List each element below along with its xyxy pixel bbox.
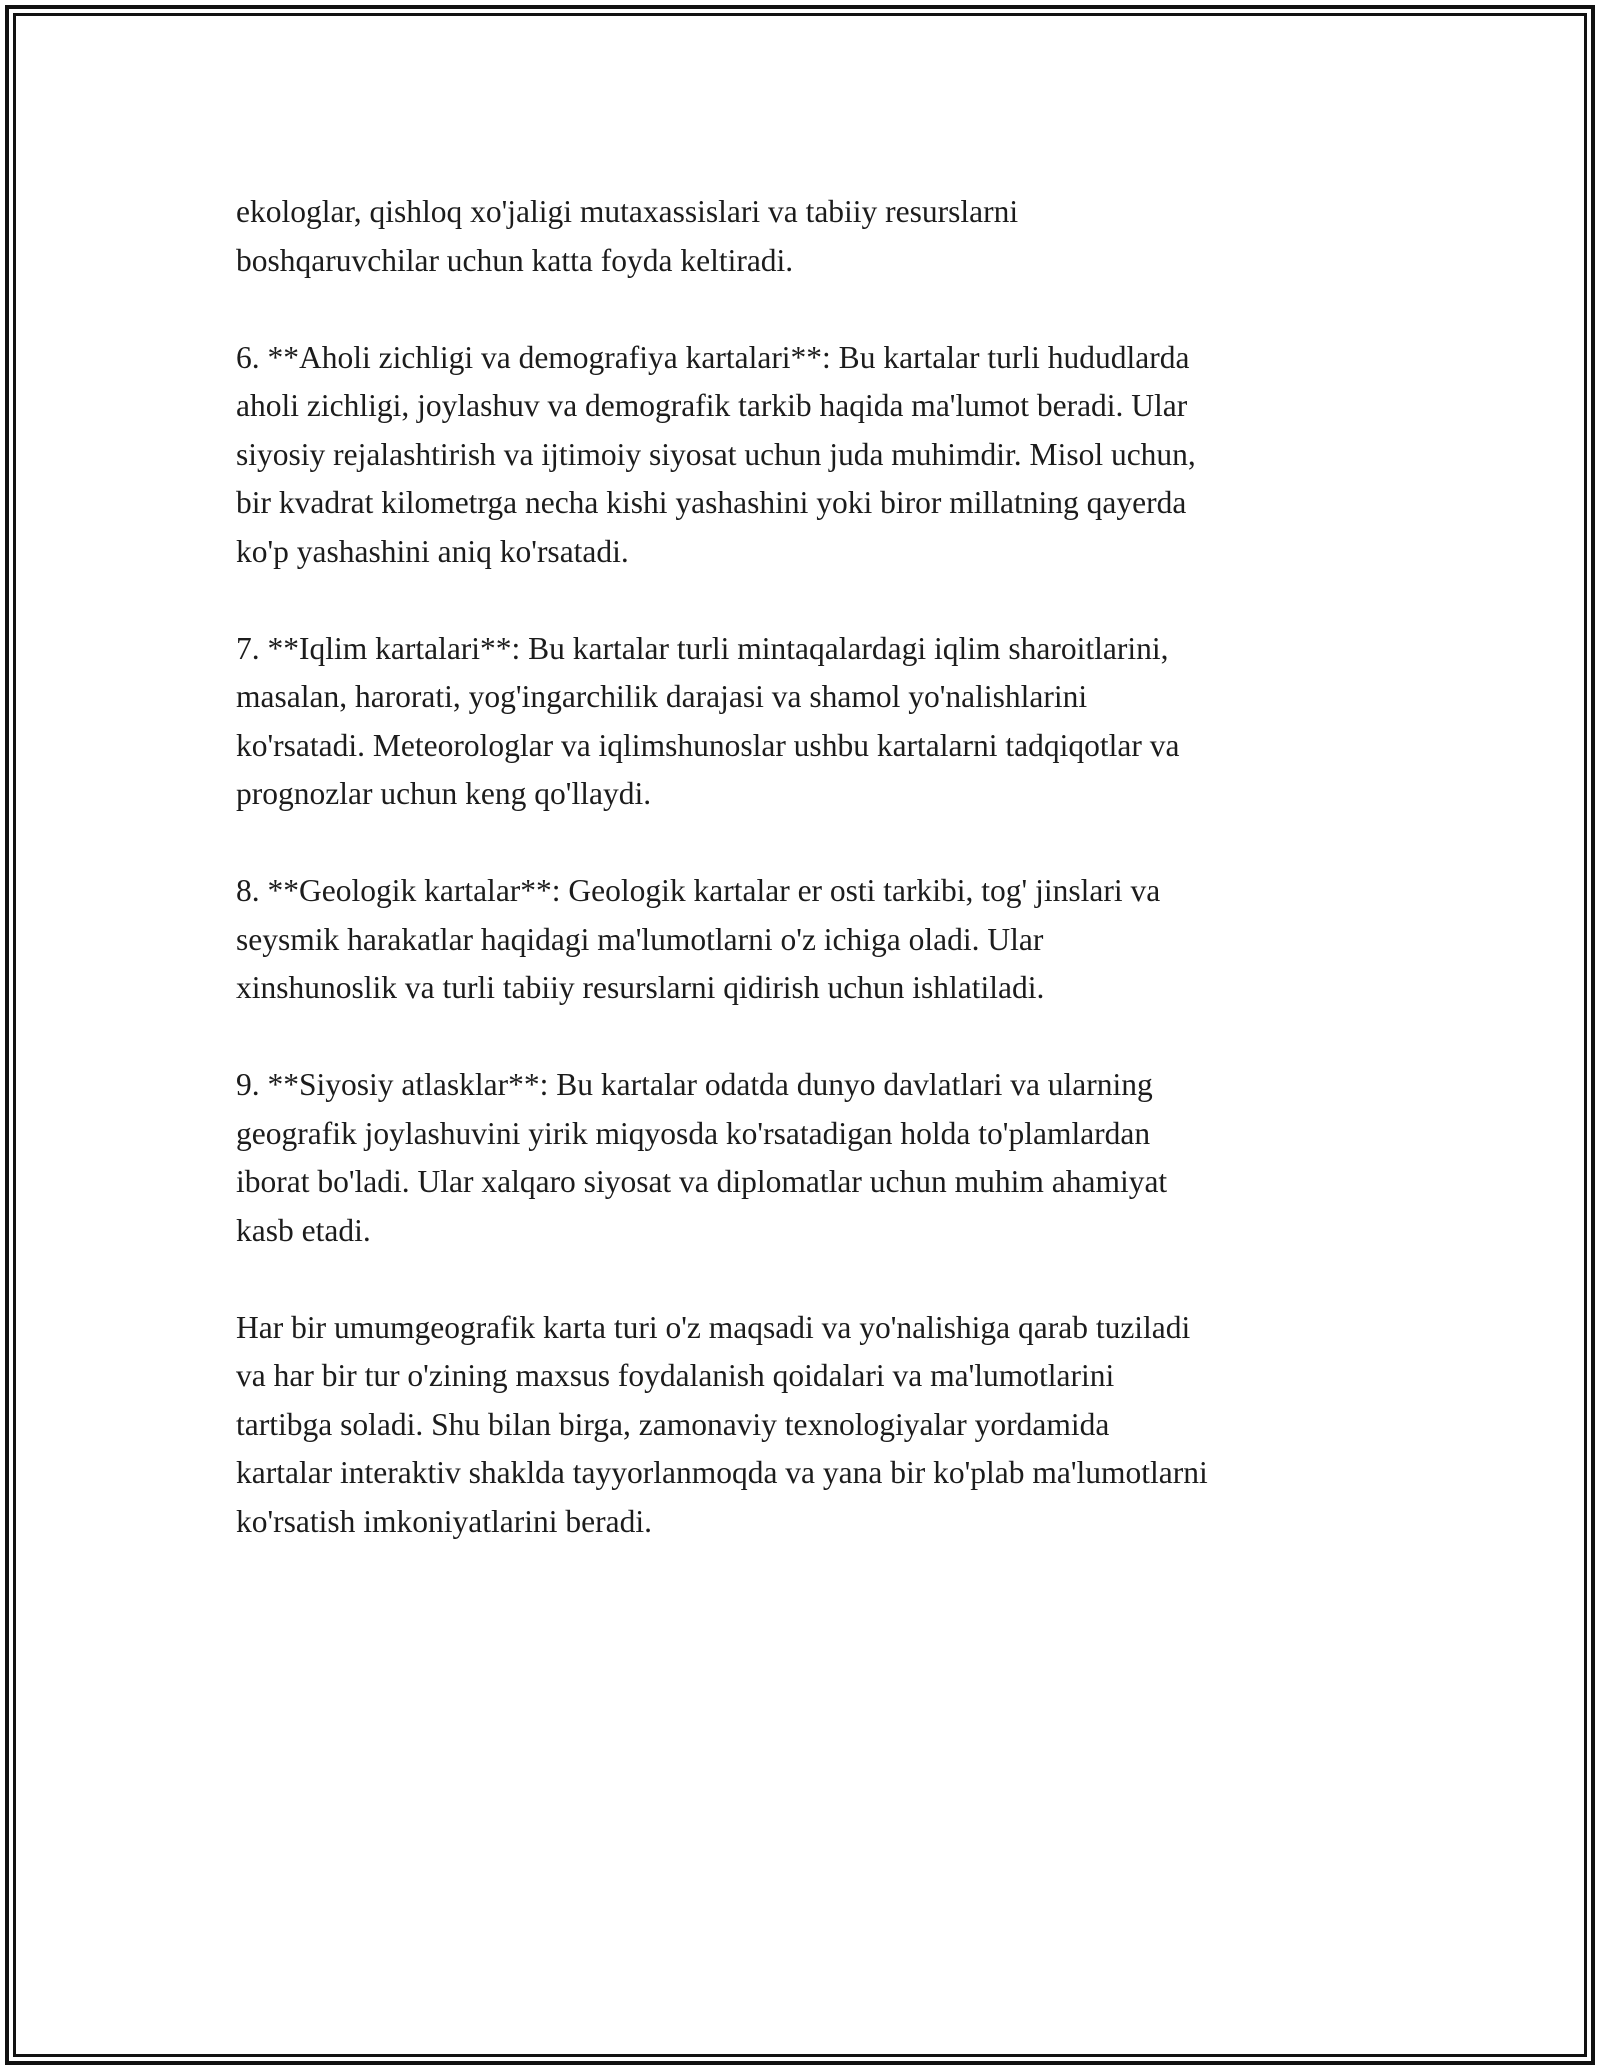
text-line: siyosiy rejalashtirish va ijtimoiy siyosat uchun juda muhimdir. Misol uchun, bbox=[236, 436, 1196, 472]
text-line: geografik joylashuvini yirik miqyosda ko'rsatadigan holda to'plamlardan bbox=[236, 1115, 1151, 1151]
text-line: seysmik harakatlar haqidagi ma'lumotlarni o'z ichiga oladi. Ular bbox=[236, 921, 1044, 957]
text-line: aholi zichligi, joylashuv va demografik tarkib haqida ma'lumot beradi. Ular bbox=[236, 388, 1188, 423]
paragraph-item-6 bbox=[236, 334, 1376, 577]
text-line: va har bir tur o'zining maxsus foydalanish qoidalari va ma'lumotlarini bbox=[236, 1358, 1115, 1393]
text-line: ko'p yashashini aniq ko'rsatadi. bbox=[236, 533, 629, 569]
text-line: boshqaruvchilar uchun katta foyda keltiradi. bbox=[236, 242, 794, 278]
text-line: 6. **Aholi zichligi va demografiya kartalari**: Bu kartalar turli hududlarda bbox=[236, 339, 1190, 375]
paragraph-item-9 bbox=[236, 1061, 1376, 1255]
text-line: prognozlar uchun keng qo'llaydi. bbox=[236, 776, 652, 811]
paragraph-item-7 bbox=[236, 625, 1376, 819]
text-line: 9. **Siyosiy atlasklar**: Bu kartalar odatda dunyo davlatlari va ularning bbox=[236, 1067, 1153, 1102]
text-line: 8. **Geologik kartalar**: Geologik kartalar er osti tarkibi, tog' jinslari va bbox=[236, 873, 1161, 908]
text-line: masalan, harorati, yog'ingarchilik darajasi va shamol yo'nalishlarini bbox=[236, 679, 1088, 714]
paragraph-conclusion bbox=[236, 1304, 1376, 1547]
text-line: kartalar interaktiv shaklda tayyorlanmoqda va yana bir ko'plab ma'lumotlarni bbox=[236, 1455, 1208, 1490]
text-line: xinshunoslik va turli tabiiy resurslarni qidirish uchun ishlatiladi. bbox=[236, 970, 1045, 1005]
document-body bbox=[236, 188, 1376, 1595]
text-line: ko'rsatish imkoniyatlarini beradi. bbox=[236, 1503, 652, 1539]
text-line: iborat bo'ladi. Ular xalqaro siyosat va diplomatlar uchun muhim ahamiyat bbox=[236, 1164, 1168, 1199]
text-line: 7. **Iqlim kartalari**: Bu kartalar turli mintaqalardagi iqlim sharoitlarini, bbox=[236, 630, 1169, 666]
paragraph-continuation bbox=[236, 188, 1376, 285]
text-line: tartibga soladi. Shu bilan birga, zamonaviy texnologiyalar yordamida bbox=[236, 1406, 1110, 1442]
text-line: Har bir umumgeografik karta turi o'z maqsadi va yo'nalishiga qarab tuziladi bbox=[236, 1309, 1191, 1345]
paragraph-item-8 bbox=[236, 867, 1376, 1013]
text-line: ekologlar, qishloq xo'jaligi mutaxassislari va tabiiy resurslarni bbox=[236, 194, 1019, 229]
text-line: kasb etadi. bbox=[236, 1212, 371, 1248]
text-line: ko'rsatadi. Meteorologlar va iqlimshunoslar ushbu kartalarni tadqiqotlar va bbox=[236, 727, 1180, 763]
text-line: bir kvadrat kilometrga necha kishi yashashini yoki biror millatning qayerda bbox=[236, 485, 1187, 520]
